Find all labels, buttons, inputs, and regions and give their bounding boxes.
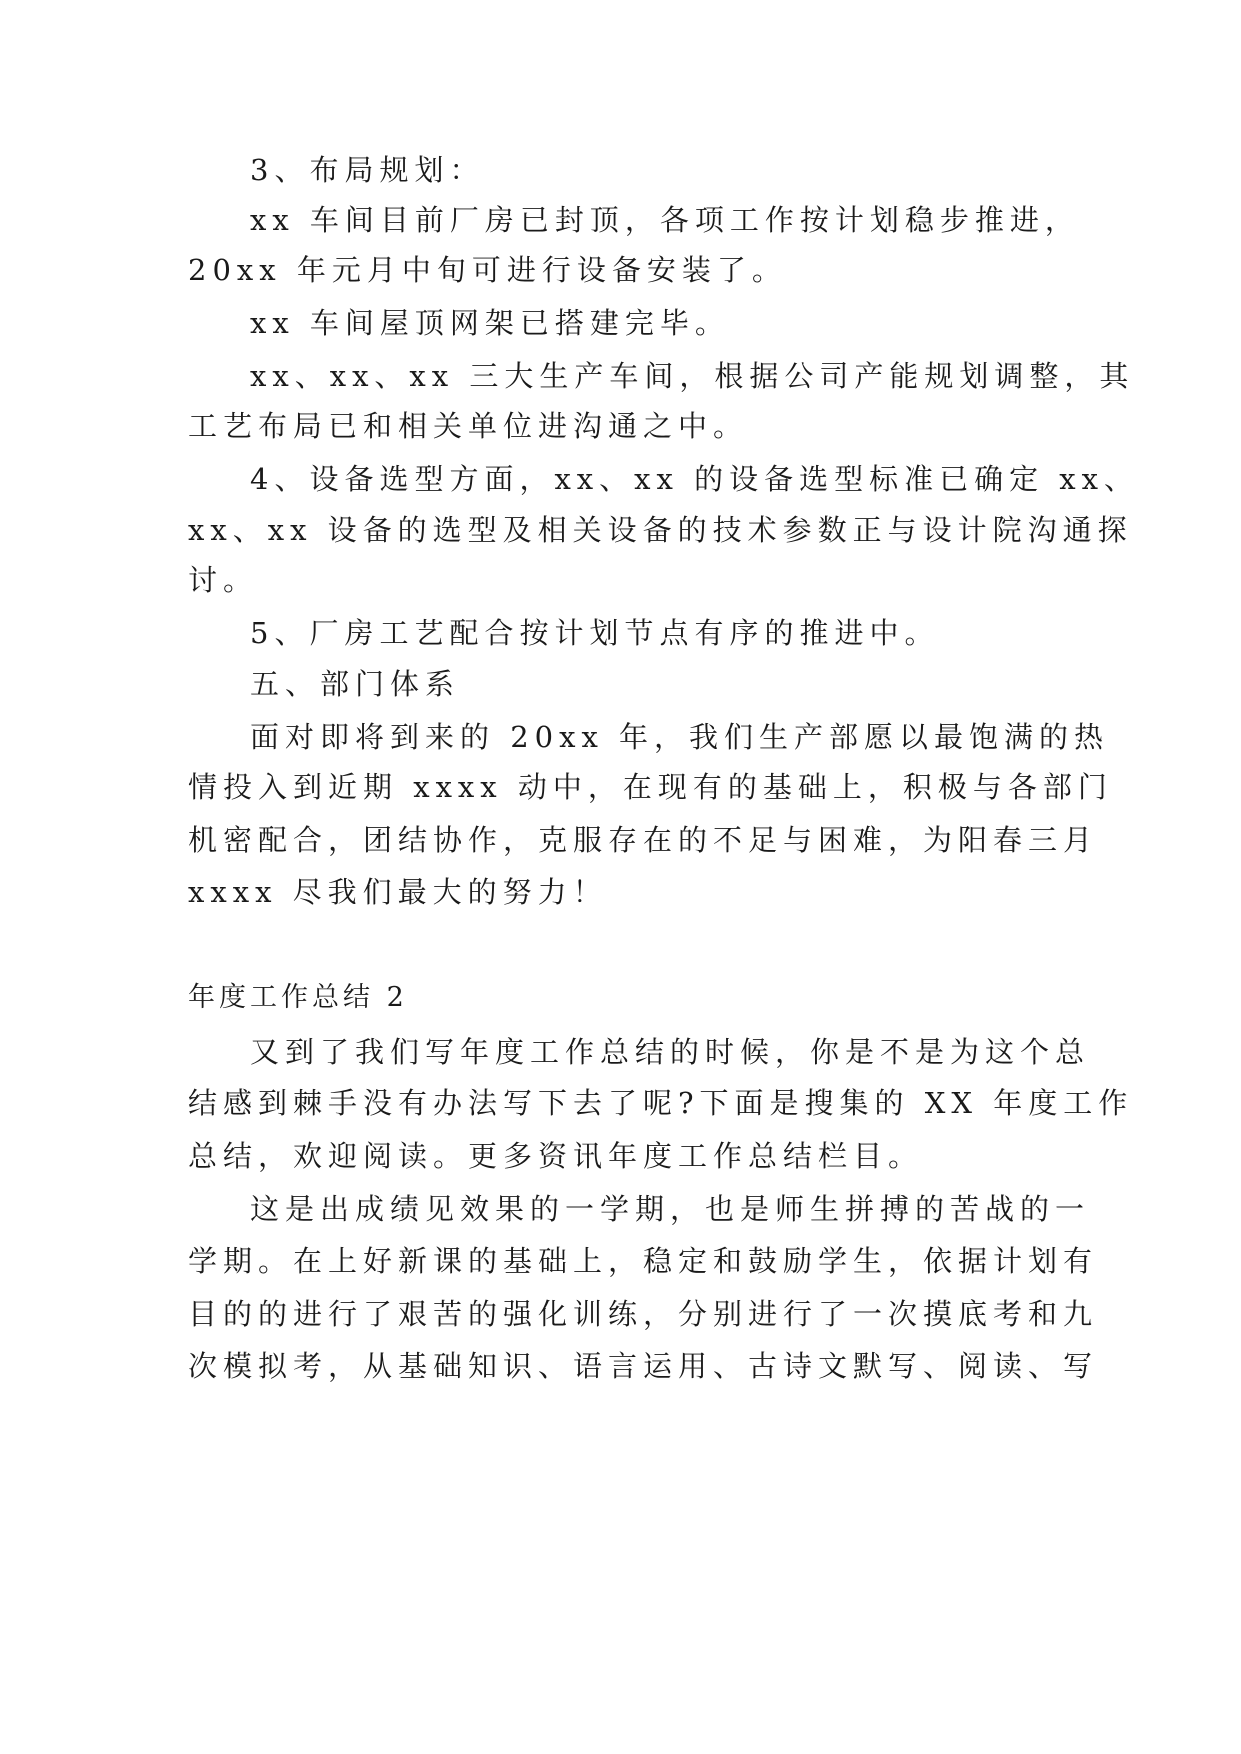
text-line: xx 车间目前厂房已封顶，各项工作按计划稳步推进，	[250, 203, 1080, 237]
text-line: 次模拟考，从基础知识、语言运用、古诗文默写、阅读、写	[188, 1349, 1099, 1383]
text-line: 讨。	[188, 563, 259, 597]
text-line: xxxx 尽我们最大的努力！	[188, 875, 608, 909]
text-line: 目的的进行了艰苦的强化训练，分别进行了一次摸底考和九	[188, 1297, 1099, 1331]
text-line: 面对即将到来的 20xx 年，我们生产部愿以最饱满的热	[250, 720, 1110, 754]
text-line: 工艺布局已和相关单位进沟通之中。	[188, 409, 749, 443]
text-line: 这是出成绩见效果的一学期，也是师生拼搏的苦战的一	[250, 1192, 1091, 1226]
text-line: xx、xx、xx 三大生产车间，根据公司产能规划调整，其	[250, 359, 1135, 393]
text-line: 4、设备选型方面，xx、xx 的设备选型标准已确定 xx、	[250, 462, 1140, 496]
section-title: 年度工作总结 2	[188, 982, 408, 1013]
text-line: 3、布局规划：	[250, 153, 485, 187]
text-line: 总结，欢迎阅读。更多资讯年度工作总结栏目。	[188, 1139, 924, 1173]
text-line: 学期。在上好新课的基础上，稳定和鼓励学生，依据计划有	[188, 1244, 1099, 1278]
section-heading: 五、部门体系	[250, 667, 461, 701]
text-line: 又到了我们写年度工作总结的时候，你是不是为这个总	[250, 1035, 1091, 1069]
text-line: 5、厂房工艺配合按计划节点有序的推进中。	[250, 616, 940, 650]
text-line: xx、xx 设备的选型及相关设备的技术参数正与设计院沟通探	[188, 513, 1133, 547]
text-line: 结感到棘手没有办法写下去了呢?下面是搜集的 XX 年度工作	[188, 1086, 1134, 1120]
text-line: 情投入到近期 xxxx 动中，在现有的基础上，积极与各部门	[188, 770, 1113, 804]
text-line: 20xx 年元月中旬可进行设备安装了。	[188, 253, 787, 287]
text-line: xx 车间屋顶网架已搭建完毕。	[250, 306, 730, 340]
text-line: 机密配合，团结协作，克服存在的不足与困难，为阳春三月	[188, 823, 1099, 857]
